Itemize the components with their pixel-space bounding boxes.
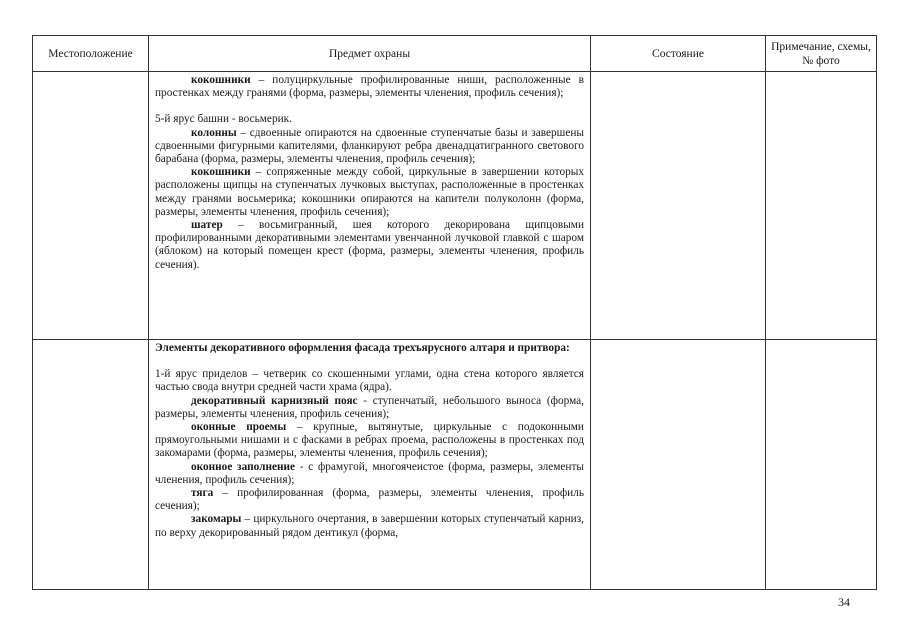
term: кокошники bbox=[191, 74, 251, 86]
paragraph: тяга – профилированная (форма, размеры, элементы членения, профиль сечения); bbox=[155, 487, 584, 513]
term: колонны bbox=[191, 126, 237, 139]
header-subject: Предмет охраны bbox=[149, 36, 591, 72]
table-header-row bbox=[33, 36, 877, 72]
paragraph: кокошники – полуциркульные профилированные ниши, расположенные в простенках между гранями (форма, размеры, элементы членения, профиль сечения); bbox=[155, 74, 584, 100]
table-row bbox=[33, 340, 877, 590]
state-cell bbox=[591, 340, 766, 590]
subject-cell bbox=[149, 340, 591, 590]
paragraph: закомары – циркульного очертания, в завершении которых ступенчатый карниз, по верху декорированный рядом дентикул (форма, bbox=[155, 513, 584, 539]
paragraph: кокошники – сопряженные между собой, циркульные в завершении которых расположены щипцы на ступенчатых лучковых выступах, расположенные в простенках между гранями восьмерика; кокошники опираются на капители полуколонн (форма, размеры, элементы членения, профиль сечения); bbox=[155, 166, 584, 218]
header-state: Состояние bbox=[591, 36, 766, 72]
term: оконные проемы bbox=[191, 421, 287, 434]
term: тяга bbox=[191, 487, 214, 500]
header-notes: Примечание, схемы, № фото bbox=[766, 36, 877, 72]
header-location: Местоположение bbox=[33, 36, 149, 72]
state-cell bbox=[591, 72, 766, 340]
paragraph: колонны – сдвоенные опираются на сдвоенные ступенчатые базы и завершены сдвоенными фигурными капителями, фланкируют ребра двенадцатигранного светового барабана (форма, размеры, элементы членения, профиль сечения); bbox=[155, 126, 584, 166]
paragraph: шатер – восьмигранный, шея которого декорирована щипцовыми профилированными декоративными элементами увенчанной лучковой главкой с шаром (яблоком) на который помещен крест (форма, размеры, элементы членения, профиль сечения). bbox=[155, 219, 584, 271]
location-cell bbox=[33, 340, 149, 590]
term: декоративный карнизный пояс bbox=[191, 394, 358, 407]
term: кокошники bbox=[191, 166, 251, 179]
table-row bbox=[33, 72, 877, 340]
subject-cell bbox=[149, 72, 591, 340]
section-heading: Элементы декоративного оформления фасада трехъярусного алтаря и притвора: bbox=[155, 342, 570, 354]
term: шатер bbox=[191, 219, 223, 232]
paragraph: оконные проемы – крупные, вытянутые, циркульные с подоконными прямоугольными нишами и с фасками в ребрах проема, расположены в простенках под закомарами (форма, размеры, элементы членения, профиль сечения); bbox=[155, 421, 584, 460]
notes-cell bbox=[766, 340, 877, 590]
notes-cell bbox=[766, 72, 877, 340]
page-number: 34 bbox=[838, 595, 850, 609]
term: оконное заполнение bbox=[191, 460, 296, 473]
paragraph: декоративный карнизный пояс - ступенчатый, небольшого выноса (форма, размеры, элементы членения, профиль сечения); bbox=[155, 394, 584, 420]
paragraph: оконное заполнение - с фрамугой, многоячеистое (форма, размеры, элементы членения, профиль сечения); bbox=[155, 460, 585, 486]
protection-table bbox=[32, 35, 877, 590]
tier-heading: 5-й ярус башни - восьмерик. bbox=[155, 113, 292, 126]
location-cell bbox=[33, 72, 149, 340]
term: закомары bbox=[191, 513, 242, 526]
tier-heading: 1-й ярус приделов – четверик со скошенными углами, одна стена которого является частью свода внутри средней части храма (ядра). bbox=[155, 368, 584, 394]
